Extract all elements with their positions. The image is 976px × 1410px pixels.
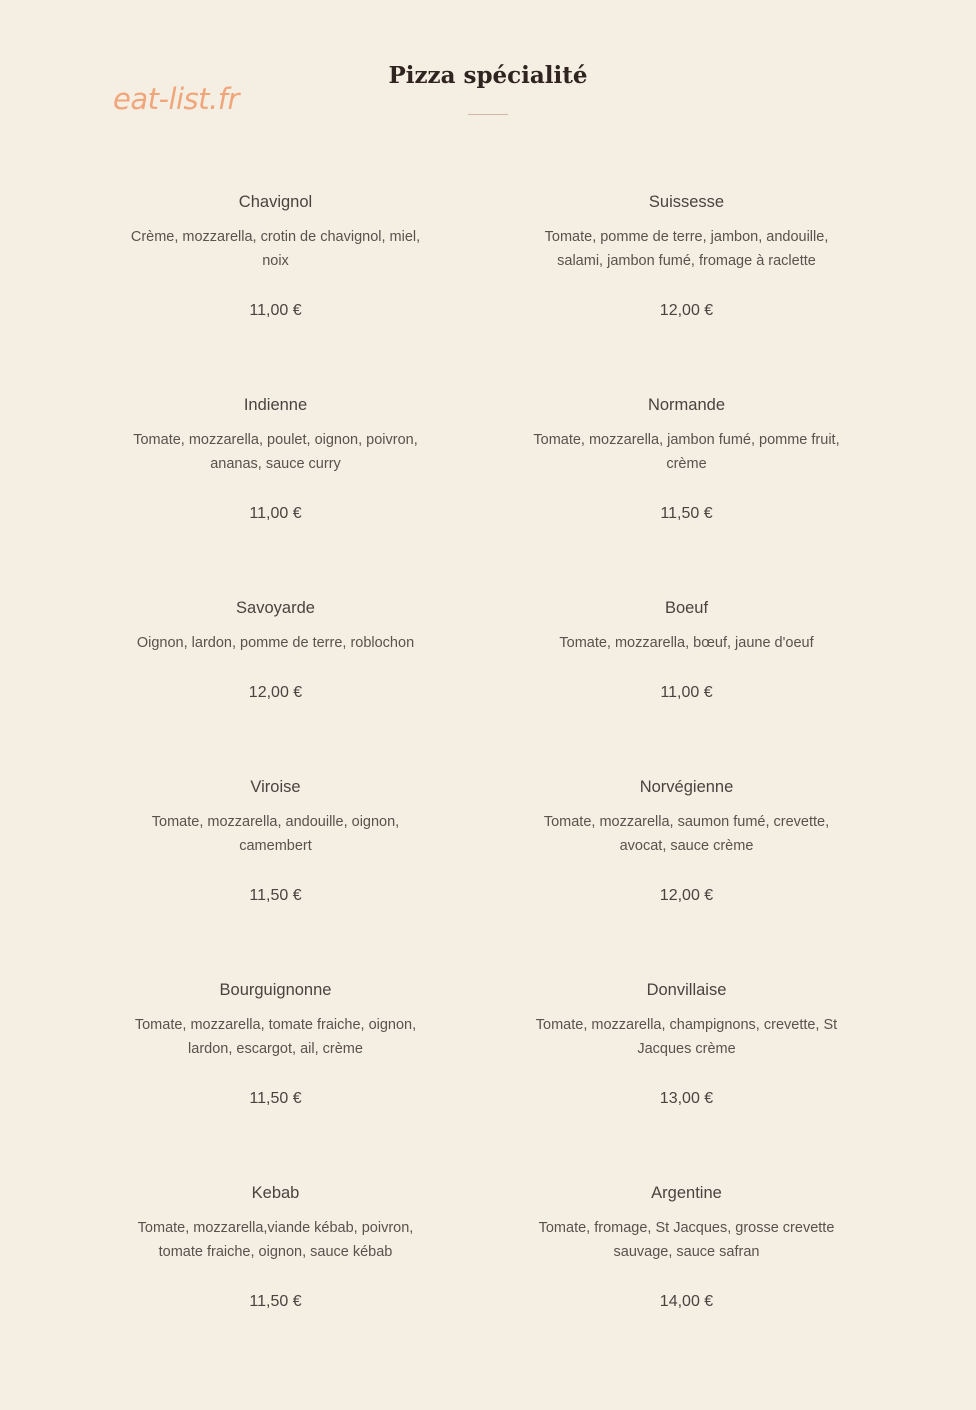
menu-item-description: Tomate, mozzarella, champignons, crevette, St Jacques crème — [535, 1017, 838, 1057]
menu-item-name: Indienne — [243, 396, 308, 414]
menu-item-description: Tomate, mozzarella, bœuf, jaune d'oeuf — [559, 635, 814, 651]
menu-item-name: Normande — [647, 396, 726, 414]
menu-item — [70, 191, 481, 394]
menu-item — [70, 1182, 481, 1385]
menu-item — [481, 1182, 892, 1385]
menu-item-name: Suissesse — [648, 193, 725, 211]
menu-item-description: Oignon, lardon, pomme de terre, roblochon — [136, 635, 415, 651]
menu-item-description: Tomate, fromage, St Jacques, grosse crevette sauvage, sauce safran — [538, 1220, 835, 1260]
menu-item-name: Viroise — [250, 778, 301, 796]
menu-item-description: Tomate, mozzarella, tomate fraiche, oignon, lardon, escargot, ail, crème — [134, 1017, 417, 1057]
title-divider — [468, 114, 508, 115]
menu-item-description: Tomate, mozzarella,viande kébab, poivron, tomate fraiche, oignon, sauce kébab — [137, 1220, 414, 1260]
menu-item-price: 11,50 € — [249, 887, 302, 904]
menu-item — [481, 979, 892, 1182]
menu-item — [481, 776, 892, 979]
menu-grid — [70, 191, 892, 1385]
menu-item-name: Savoyarde — [236, 599, 315, 617]
menu-item — [481, 394, 892, 597]
page-title: Pizza spécialité — [388, 62, 588, 89]
menu-item-description: Tomate, mozzarella, jambon fumé, pomme fruit, crème — [533, 432, 840, 472]
menu-item-name: Kebab — [251, 1184, 300, 1202]
menu-item-description: Tomate, pomme de terre, jambon, andouille, salami, jambon fumé, fromage à raclette — [544, 229, 829, 269]
menu-item-description: Tomate, mozzarella, andouille, oignon, camembert — [151, 814, 400, 854]
menu-item-price: 11,00 € — [660, 684, 713, 701]
menu-item-price: 11,50 € — [249, 1293, 302, 1310]
menu-item-price: 14,00 € — [659, 1293, 714, 1310]
menu-item-description: Crème, mozzarella, crotin de chavignol, miel, noix — [130, 229, 421, 269]
watermark-logo: eat-list.fr — [113, 82, 239, 116]
menu-item-price: 11,50 € — [660, 505, 713, 522]
menu-item-name: Donvillaise — [646, 981, 727, 999]
menu-item — [481, 597, 892, 776]
menu-item — [70, 394, 481, 597]
menu-item — [70, 979, 481, 1182]
menu-item-price: 11,00 € — [249, 505, 302, 522]
menu-item-description: Tomate, mozzarella, saumon fumé, crevette, avocat, sauce crème — [543, 814, 830, 854]
menu-item-price: 11,00 € — [249, 302, 302, 319]
menu-item-description: Tomate, mozzarella, poulet, oignon, poivron, ananas, sauce curry — [133, 432, 418, 472]
menu-item — [70, 776, 481, 979]
menu-item-price: 12,00 € — [659, 887, 714, 904]
menu-item-price: 12,00 € — [248, 684, 303, 701]
menu-item-price: 12,00 € — [659, 302, 714, 319]
menu-item-name: Argentine — [651, 1184, 722, 1202]
menu-item — [70, 597, 481, 776]
menu-item — [481, 191, 892, 394]
menu-item-price: 13,00 € — [659, 1090, 714, 1107]
menu-item-name: Bourguignonne — [219, 981, 332, 999]
menu-item-name: Chavignol — [238, 193, 313, 211]
menu-item-name: Norvégienne — [639, 778, 734, 796]
menu-item-price: 11,50 € — [249, 1090, 302, 1107]
menu-item-name: Boeuf — [664, 599, 709, 617]
